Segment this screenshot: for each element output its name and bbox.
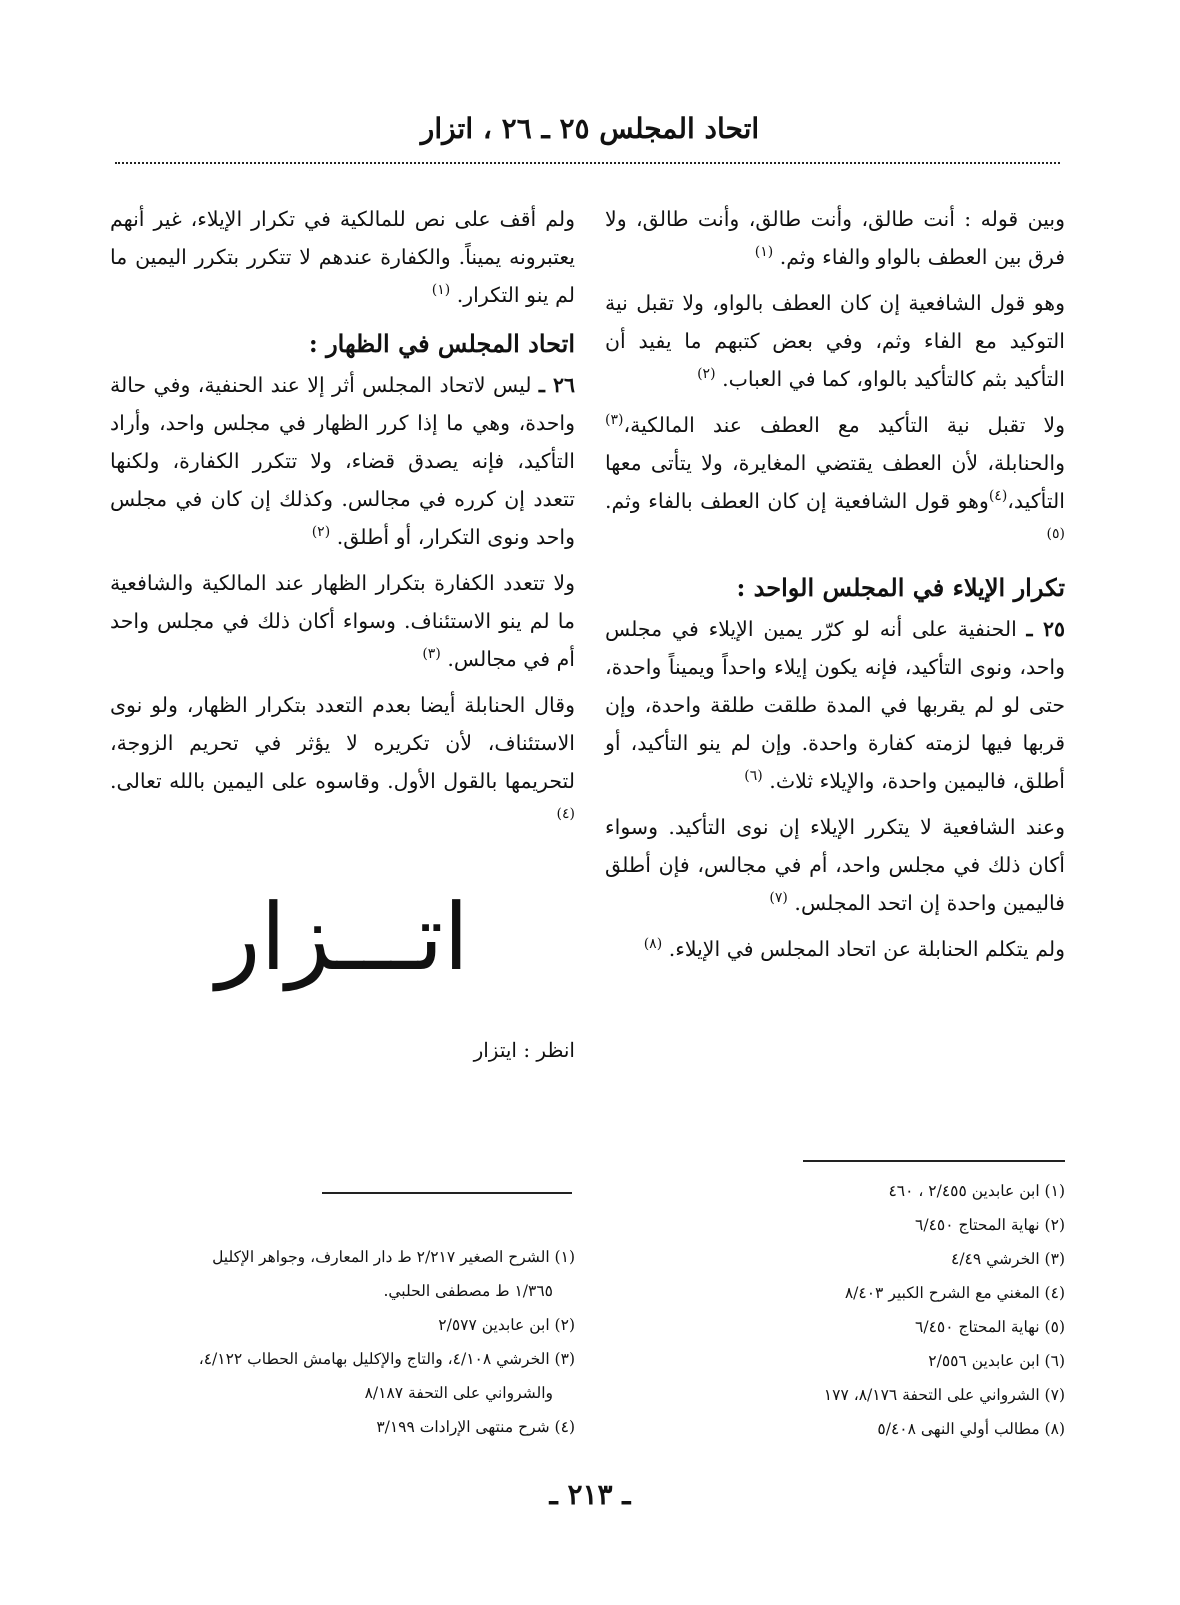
footnote: (٢) نهاية المحتاج ٦/٤٥٠: [915, 1216, 1065, 1234]
footnote: (٤) المغني مع الشرح الكبير ٨/٤٠٣: [844, 1284, 1065, 1302]
footnote-continuation: ١/٣٦٥ ط مصطفى الحلبي.: [383, 1282, 553, 1300]
paragraph: ولا تتعدد الكفارة بتكرار الظهار عند المالكية والشافعية ما لم ينو الاستئناف. وسواء أكان ذلك في مجلس واحد أم في مجالس. $^{(٣)}$: [110, 571, 575, 671]
header-dotted-rule: [115, 162, 1060, 164]
footnote: (٥) نهاية المحتاج ٦/٤٥٠: [915, 1318, 1065, 1336]
running-header: اتحاد المجلس ٢٥ ـ ٢٦ ، اتزار: [420, 112, 760, 145]
left-column: [110, 200, 575, 1062]
right-column: [605, 200, 1065, 976]
footnote-rule-left: [322, 1192, 572, 1194]
footnotes-left: [105, 1240, 575, 1444]
footnotes-right: [625, 1174, 1065, 1446]
footnote-continuation: والشرواني على التحفة ٨/١٨٧: [364, 1384, 553, 1402]
footnote: (٢) ابن عابدين ٢/٥٧٧: [438, 1316, 575, 1334]
footnote-rule-right: [803, 1160, 1065, 1162]
paragraph: ولم يتكلم الحنابلة عن اتحاد المجلس في الإيلاء. $^{(٨)}$: [643, 936, 1065, 961]
footnote: (٨) مطالب أولي النهى ٥/٤٠٨: [877, 1420, 1065, 1438]
paragraph: وبين قوله : أنت طالق، وأنت طالق، وأنت طالق، ولا فرق بين العطف بالواو والفاء وثم. $^{(١)}$: [605, 207, 1065, 269]
footnote: (١) ابن عابدين ٢/٤٥٥ ، ٤٦٠: [888, 1182, 1065, 1200]
paragraph: ولا تقبل نية التأكيد مع العطف عند المالكية،$^{(٣)}$ والحنابلة، لأن العطف يقتضي المغايرة، ولا يتأتى معها التأكيد،$^{(٤)}$وهو قول الشافعية إن كان العطف بالفاء وثم. $^{(٥)}$: [605, 412, 1065, 543]
see-also-reference: انظر : ايتزار: [473, 1038, 575, 1062]
paragraph: وعند الشافعية لا يتكرر الإيلاء إن نوى التأكيد. وسواء أكان ذلك في مجلس واحد، أم في مجالس، فإن أطلق فاليمين واحدة إن اتحد المجلس. $^{(٧)}$: [605, 815, 1065, 915]
footnote: (١) الشرح الصغير ٢/٢١٧ ط دار المعارف، وجواهر الإكليل: [212, 1248, 575, 1266]
paragraph: وقال الحنابلة أيضا بعدم التعدد بتكرار الظهار، ولو نوى الاستئناف، لأن تكريره لا يؤثر في تحريم الزوجة، لتحريمها بالقول الأول. وقاسوه على اليمين بالله تعالى. $^{(٤)}$: [110, 693, 575, 823]
paragraph: وهو قول الشافعية إن كان العطف بالواو، ولا تقبل نية التوكيد مع الفاء وثم، وفي بعض كتبهم ما يفيد أن التأكيد بثم كالتأكيد بالواو، كما في العباب. $^{(٢)}$: [605, 291, 1065, 391]
paragraph: ٢٦ ـ ليس لاتحاد المجلس أثر إلا عند الحنفية، وفي حالة واحدة، وهي ما إذا كرر الظهار في مجلس واحد، وأراد التأكيد، فإنه يصدق قضاء، ولا تتكرر الكفارة، ولكنها تتعدد إن كرره في مجالس. وكذلك إن كان في مجلس واحد ونوى التكرار، أو أطلق. $^{(٢)}$: [110, 373, 575, 549]
entry-title: اتـــزار: [216, 884, 469, 991]
paragraph: ٢٥ ـ الحنفية على أنه لو كرّر يمين الإيلاء في مجلس واحد، ونوى التأكيد، فإنه يكون إيلاء واحداً ويميناً واحدة، حتى لو لم يقربها في المدة طلقت طلقة واحدة، وإن قربها فيها لزمته كفارة واحدة. وإن لم ينو التأكيد، أو أطلق، فاليمين واحدة، والإيلاء ثلاث. $^{(٦)}$: [605, 617, 1065, 793]
footnote: (٦) ابن عابدين ٢/٥٥٦: [928, 1352, 1065, 1370]
footnote: (٣) الخرشي ٤/٤٩: [951, 1250, 1065, 1268]
footnote: (٣) الخرشي ٤/١٠٨، والتاج والإكليل بهامش الحطاب ٤/١٢٢،: [198, 1350, 575, 1368]
page-number: ـ ٢١٣ ـ: [549, 1478, 631, 1511]
footnote: (٤) شرح منتهى الإرادات ٣/١٩٩: [376, 1418, 575, 1436]
section-heading: اتحاد المجلس في الظهار :: [308, 329, 575, 358]
footnote: (٧) الشرواني على التحفة ٨/١٧٦، ١٧٧: [823, 1386, 1065, 1404]
paragraph: ولم أقف على نص للمالكية في تكرار الإيلاء، غير أنهم يعتبرونه يميناً. والكفارة عندهم لا تتكرر بتكرر اليمين ما لم ينو التكرار. $^{(١)}$: [110, 207, 575, 307]
section-heading: تكرار الإيلاء في المجلس الواحد :: [736, 573, 1065, 602]
